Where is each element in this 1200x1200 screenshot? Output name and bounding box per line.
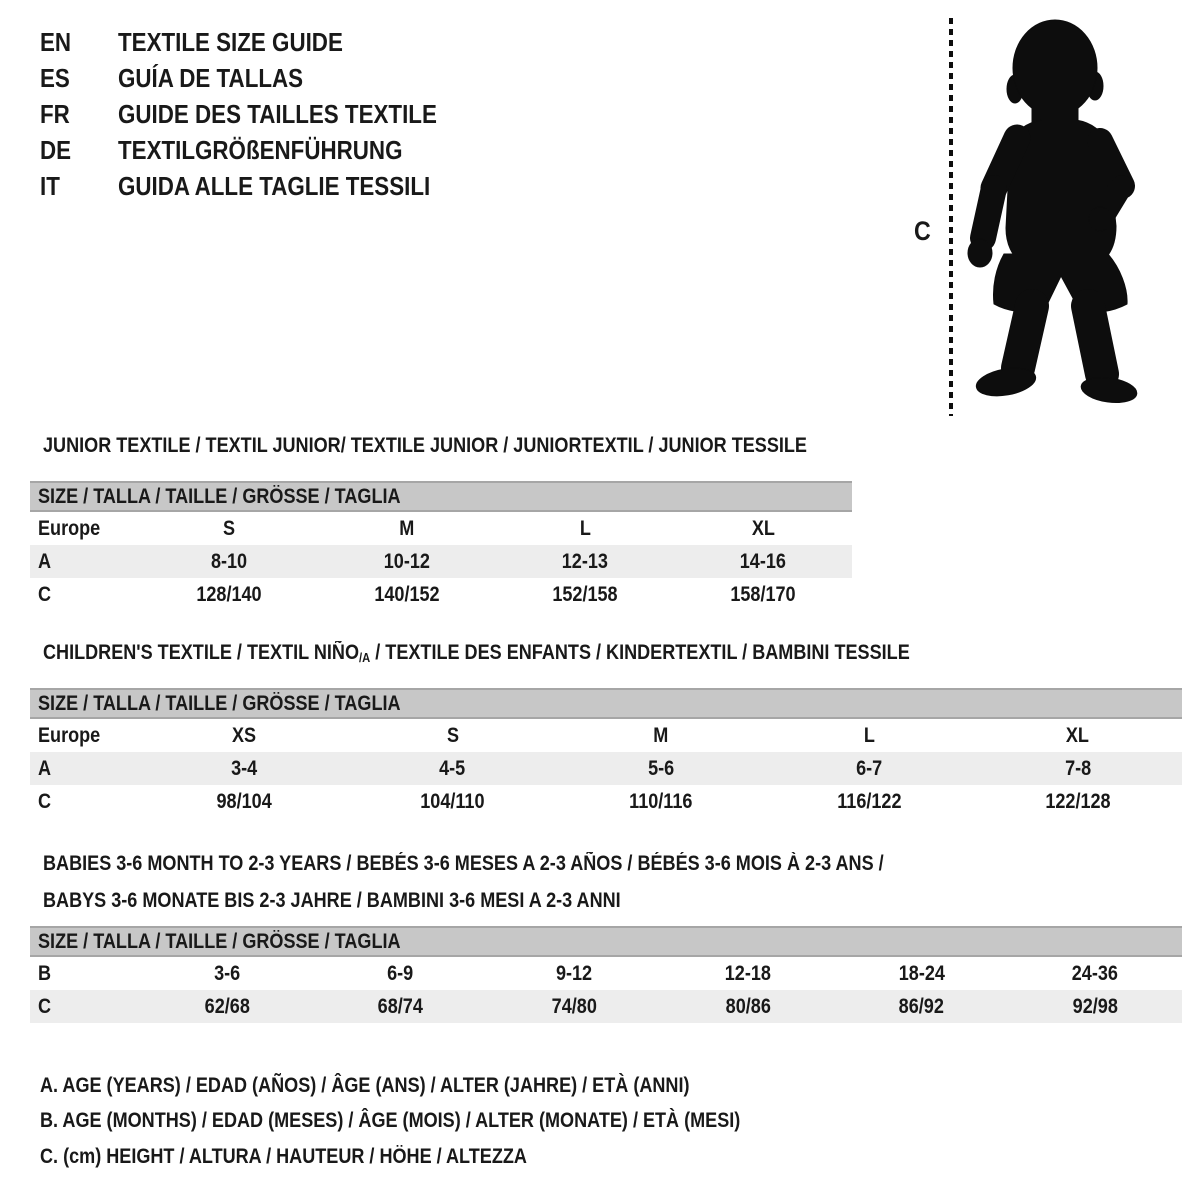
table-row-europe bbox=[30, 512, 852, 545]
size-cell: 10-12 bbox=[383, 549, 431, 573]
size-cell: 80/86 bbox=[725, 994, 771, 1018]
size-table-header-bar: SIZE / TALLA / TAILLE / GRÖSSE / TAGLIA bbox=[30, 688, 1182, 719]
section-title-children: CHILDREN'S TEXTILE / TEXTIL $NIÑO_{/A}$ / TEXTILE DES ENFANTS / KINDERTEXTIL / BAMBINI TESSILE bbox=[43, 641, 910, 665]
size-cell: 9-12 bbox=[556, 961, 593, 985]
size-cell: 4-5 bbox=[439, 756, 466, 780]
table-row-c bbox=[30, 578, 852, 611]
language-guide-title: TEXTILGRÖßENFÜHRUNG bbox=[118, 134, 403, 165]
size-cell: 86/92 bbox=[898, 994, 945, 1018]
legend-line: A. AGE (YEARS) / EDAD (AÑOS) / ÂGE (ANS) / ALTER (JAHRE) / ETÀ (ANNI) bbox=[40, 1073, 690, 1097]
language-title-list bbox=[40, 24, 489, 204]
size-table-header-bar: SIZE / TALLA / TAILLE / GRÖSSE / TAGLIA bbox=[30, 926, 1182, 957]
size-cell: 3-4 bbox=[231, 756, 258, 780]
row-label: A bbox=[38, 756, 52, 780]
table-row-b bbox=[30, 957, 1182, 990]
language-guide-title: GUIDA ALLE TAGLIE TESSILI bbox=[118, 170, 431, 201]
size-table-children bbox=[30, 688, 1182, 818]
size-table-junior bbox=[30, 481, 852, 611]
size-cell: 14-16 bbox=[739, 549, 787, 573]
size-cell: 92/98 bbox=[1072, 994, 1118, 1018]
height-label-c: C bbox=[914, 216, 931, 246]
language-code: ES bbox=[40, 62, 70, 93]
size-cell: XS bbox=[232, 723, 257, 747]
size-cell: 6-9 bbox=[387, 961, 414, 985]
table-row-a bbox=[30, 545, 852, 578]
row-label: A bbox=[38, 549, 52, 573]
size-cell: 7-8 bbox=[1064, 756, 1091, 780]
language-row bbox=[40, 132, 489, 168]
size-table-header-bar: SIZE / TALLA / TAILLE / GRÖSSE / TAGLIA bbox=[30, 481, 852, 512]
size-cell: 104/110 bbox=[420, 789, 485, 813]
height-measure-dashed-line bbox=[949, 18, 953, 416]
row-label: Europe bbox=[38, 723, 101, 747]
size-table-babies bbox=[30, 926, 1182, 1023]
row-label: B bbox=[38, 961, 52, 985]
size-cell: 3-6 bbox=[213, 961, 240, 985]
table-row-a bbox=[30, 752, 1182, 785]
table-row-c bbox=[30, 990, 1182, 1023]
size-cell: S bbox=[446, 723, 459, 747]
language-code: FR bbox=[40, 98, 70, 129]
legend-key bbox=[40, 1068, 854, 1175]
size-cell: 140/152 bbox=[374, 582, 440, 606]
size-cell: XL bbox=[751, 516, 775, 540]
size-cell: 116/122 bbox=[837, 789, 902, 813]
size-cell: XL bbox=[1066, 723, 1090, 747]
table-row-c bbox=[30, 785, 1182, 818]
size-cell: 98/104 bbox=[216, 789, 272, 813]
size-cell: 5-6 bbox=[647, 756, 675, 780]
section-title-babies: BABIES 3-6 MONTH TO 2-3 YEARS / BEBÉS 3-6 MESES A 2-3 AÑOS / BÉBÉS 3-6 MOIS À 2-3 ANS / BABYS 3-6 MONATE BIS 2-3 JAHRE / BAMBINI 3-6 MESI A 2-3 ANNI bbox=[43, 852, 884, 912]
language-code: EN bbox=[40, 26, 72, 57]
size-cell: 158/170 bbox=[730, 582, 796, 606]
size-cell: L bbox=[579, 516, 591, 540]
toddler-silhouette-icon bbox=[962, 16, 1157, 411]
language-row bbox=[40, 60, 489, 96]
size-cell: 110/116 bbox=[629, 789, 693, 813]
table-row-europe bbox=[30, 719, 1182, 752]
section-title-junior: JUNIOR TEXTILE / TEXTIL JUNIOR/ TEXTILE JUNIOR / JUNIORTEXTIL / JUNIOR TESSILE bbox=[43, 434, 807, 457]
legend-line: C. (cm) HEIGHT / ALTURA / HAUTEUR / HÖHE / ALTEZZA bbox=[40, 1144, 527, 1168]
size-cell: 68/74 bbox=[377, 994, 424, 1018]
size-cell: 152/158 bbox=[552, 582, 618, 606]
size-cell: 18-24 bbox=[898, 961, 945, 985]
size-cell: 12-18 bbox=[724, 961, 771, 985]
row-label: C bbox=[38, 582, 52, 606]
size-cell: L bbox=[863, 723, 875, 747]
size-cell: 62/68 bbox=[204, 994, 250, 1018]
size-cell: 74/80 bbox=[551, 994, 597, 1018]
size-cell: 8-10 bbox=[210, 549, 248, 573]
size-cell: 6-7 bbox=[856, 756, 883, 780]
language-code: IT bbox=[40, 170, 60, 201]
size-cell: M bbox=[653, 723, 669, 747]
language-row bbox=[40, 168, 489, 204]
language-guide-title: GUIDE DES TAILLES TEXTILE bbox=[118, 98, 437, 129]
language-guide-title: GUÍA DE TALLAS bbox=[118, 62, 304, 93]
size-cell: M bbox=[399, 516, 415, 540]
legend-line: B. AGE (MONTHS) / EDAD (MESES) / ÂGE (MOIS) / ALTER (MONATE) / ETÀ (MESI) bbox=[40, 1109, 741, 1133]
size-cell: 24-36 bbox=[1072, 961, 1119, 985]
size-cell: S bbox=[222, 516, 236, 540]
language-row bbox=[40, 24, 489, 60]
row-label: C bbox=[38, 789, 52, 813]
row-label: Europe bbox=[38, 516, 101, 540]
size-cell: 12-13 bbox=[561, 549, 609, 573]
language-row bbox=[40, 96, 489, 132]
language-guide-title: TEXTILE SIZE GUIDE bbox=[118, 26, 343, 57]
size-cell: 128/140 bbox=[196, 582, 262, 606]
row-label: C bbox=[38, 994, 52, 1018]
language-code: DE bbox=[40, 134, 72, 165]
size-cell: 122/128 bbox=[1045, 789, 1111, 813]
